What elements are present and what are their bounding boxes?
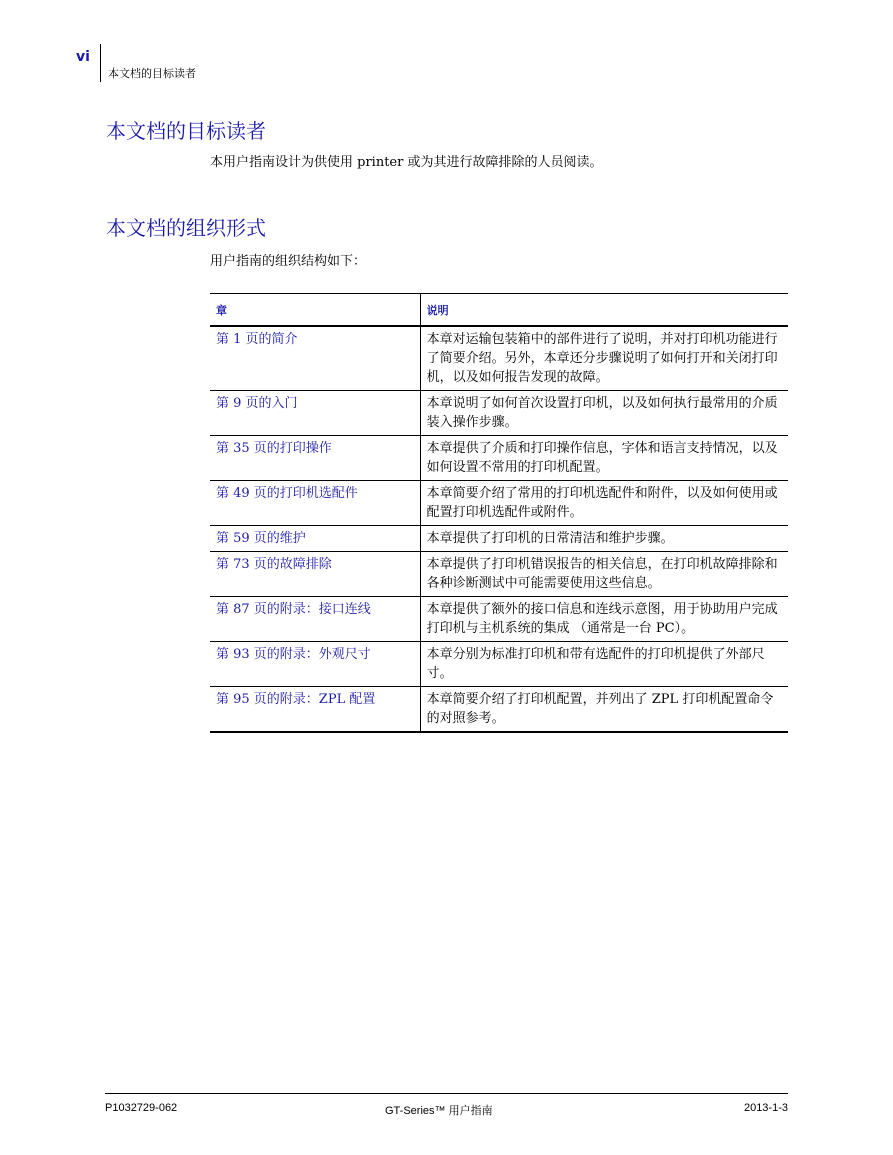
- chapter-description: 本章对运输包装箱中的部件进行了说明，并对打印机功能进行了简要介绍。另外，本章还分步骤说明了如何打开和关闭打印机，以及如何报告发现的故障。: [420, 326, 788, 391]
- table-row: [210, 687, 788, 733]
- table-row: [210, 552, 788, 597]
- chapter-description: 本章提供了介质和打印操作信息，字体和语言支持情况，以及如何设置不常用的打印机配置。: [420, 436, 788, 481]
- audience-paragraph: 本用户指南设计为供使用 printer 或为其进行故障排除的人员阅读。: [210, 155, 603, 170]
- table-header-row: [210, 294, 788, 327]
- table-row: [210, 642, 788, 687]
- chapter-link[interactable]: 第 35 页的打印操作: [210, 436, 420, 481]
- footer-divider: [105, 1093, 788, 1094]
- section-heading-audience: 本文档的目标读者: [106, 119, 266, 143]
- section-heading-organization: 本文档的组织形式: [106, 216, 266, 240]
- page-number: vi: [76, 49, 90, 65]
- footer-doc-title: GT-Series™ 用户指南: [385, 1105, 493, 1117]
- footer-doc-number: P1032729-062: [105, 1102, 178, 1114]
- table-row: [210, 391, 788, 436]
- organization-paragraph: 用户指南的组织结构如下：: [210, 254, 367, 269]
- table-row: [210, 326, 788, 391]
- chapter-table: [210, 293, 788, 733]
- column-header-description: 说明: [420, 294, 788, 327]
- table-row: [210, 436, 788, 481]
- running-title: 本文档的目标读者: [108, 67, 196, 80]
- chapter-description: 本章分别为标准打印机和带有选配件的打印机提供了外部尺寸。: [420, 642, 788, 687]
- chapter-description: 本章提供了打印机的日常清洁和维护步骤。: [420, 526, 788, 552]
- chapter-link[interactable]: 第 59 页的维护: [210, 526, 420, 552]
- chapter-link[interactable]: 第 73 页的故障排除: [210, 552, 420, 597]
- chapter-link[interactable]: 第 9 页的入门: [210, 391, 420, 436]
- footer-date: 2013-1-3: [743, 1102, 788, 1114]
- header-divider: [100, 44, 101, 82]
- chapter-description: 本章提供了打印机错误报告的相关信息，在打印机故障排除和各种诊断测试中可能需要使用这些信息。: [420, 552, 788, 597]
- chapter-description: 本章说明了如何首次设置打印机，以及如何执行最常用的介质装入操作步骤。: [420, 391, 788, 436]
- chapter-link[interactable]: 第 49 页的打印机选配件: [210, 481, 420, 526]
- chapter-link[interactable]: 第 95 页的附录：ZPL 配置: [210, 687, 420, 733]
- chapter-link[interactable]: 第 87 页的附录：接口连线: [210, 597, 420, 642]
- table-row: [210, 526, 788, 552]
- table-row: [210, 597, 788, 642]
- column-header-chapter: 章: [210, 294, 420, 327]
- chapter-description: 本章简要介绍了打印机配置，并列出了 ZPL 打印机配置命令的对照参考。: [420, 687, 788, 733]
- chapter-description: 本章提供了额外的接口信息和连线示意图，用于协助用户完成打印机与主机系统的集成 （通常是一台 PC）。: [420, 597, 788, 642]
- chapter-description: 本章简要介绍了常用的打印机选配件和附件，以及如何使用或配置打印机选配件或附件。: [420, 481, 788, 526]
- chapter-link[interactable]: 第 93 页的附录：外观尺寸: [210, 642, 420, 687]
- table-row: [210, 481, 788, 526]
- chapter-link[interactable]: 第 1 页的简介: [210, 326, 420, 391]
